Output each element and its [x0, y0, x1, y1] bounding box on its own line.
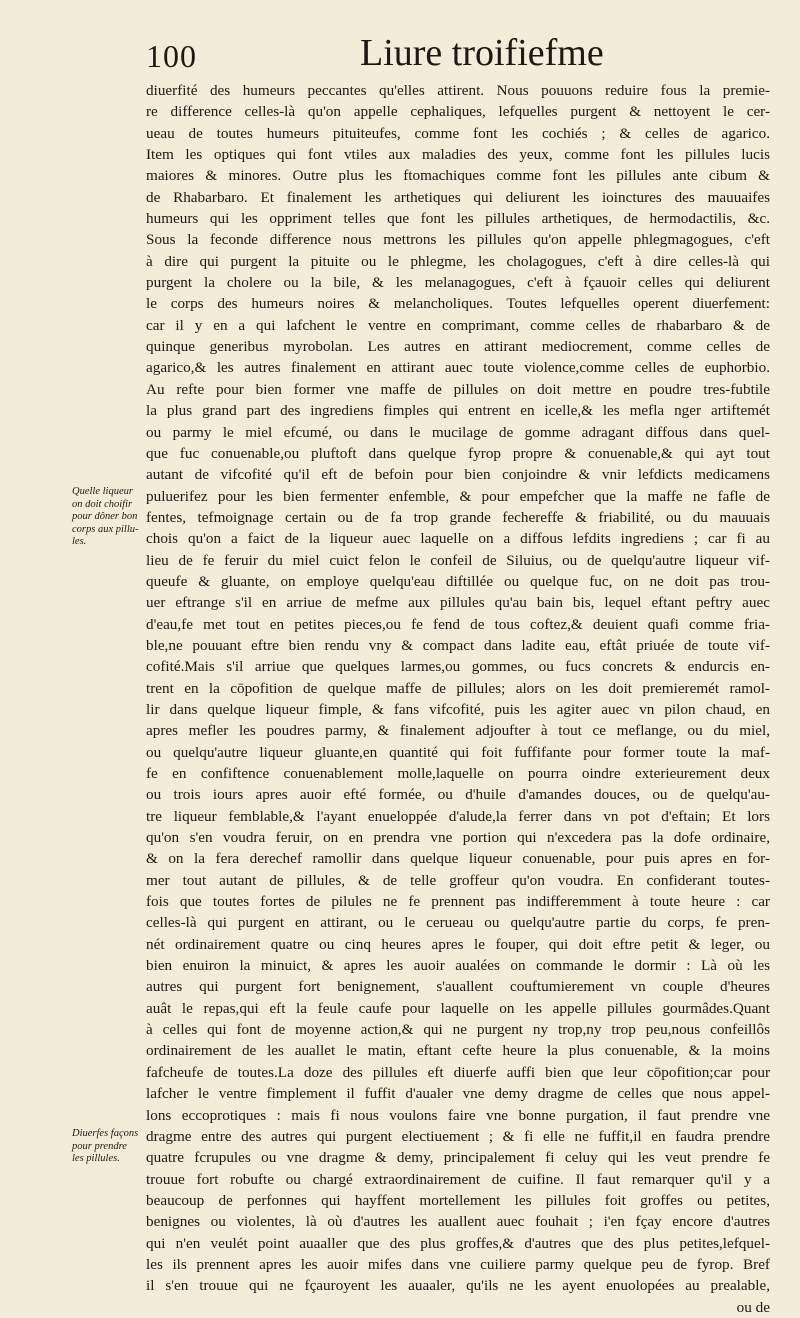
margin-note-line: pour dôner bon [72, 511, 138, 522]
margin-note-line: on doit choifir [72, 498, 133, 510]
text-line: benignes ou violentes, là où d'autres les auallent auec fouhait ; i'en fçay encore d'autres [146, 1213, 770, 1231]
text-line: re difference celles-là qu'on appelle cephaliques, lefquelles purgent & nettoyent le cer- [146, 103, 770, 121]
text-line: de Rhabarbaro. Et finalement les arthetiques qui deliurent les ioinctures des mauuaifes [146, 188, 770, 206]
text-line: ou parmy le miel efcumé, ou dans le mucilage de gomme adragant diffous dans quel- [146, 423, 770, 441]
text-line: fois que toutes fortes de pilules ne fe prennent pas indifferemment à toute heure : car [146, 893, 770, 911]
text-line: agarico,& les autres finalement en attirant auec toute violence,comme celles de euphorbio. [146, 359, 770, 377]
page-header [0, 30, 800, 78]
text-line: cofité.Mais s'il arriue que quelques larmes,ou gommes, ou fucs concrets & endurcis en- [146, 658, 770, 676]
text-line: fafcheufe de toutes.La doze des pillules eft diuerfe auffi bien que leur cōpofition;car pour [146, 1063, 770, 1081]
text-line: autant de vifcofité qu'il eft de befoin pour bien conjoindre & vnir lefdicts medicamens [146, 466, 770, 484]
text-line: à celles qui font de moyenne action,& qui ne purgent ny trop,ny trop peu,nous confeillôs [146, 1021, 770, 1039]
margin-note-line: Diuerfes façons [72, 1128, 139, 1139]
text-line: lons eccoprotiques : mais fi nous voulons faire vne bonne purgation, il faut prendre vne [146, 1106, 770, 1124]
text-line: ou de [736, 1298, 770, 1316]
text-line: humeurs qui les oppriment telles que font les pillules arthetiques, de hermodactilis, &c. [146, 210, 770, 228]
page-number: 100 [146, 38, 197, 74]
text-line: ueau de toutes humeurs pituiteufes, comme font les cochiés ; & celles de agarico. [146, 124, 770, 142]
margin-note-line: les. [72, 536, 87, 547]
text-line: ble,ne pouuant eftre bien rendu vny & compact dans ladite eau, eftât priuée de toute vif- [146, 636, 770, 654]
text-line: que fuc conuenable,ou pluftoft dans quelque fyrop propre & conuenable,& qui ayt tout [146, 444, 770, 462]
text-line: les ils prennent apres les auoir mifes dans vne cuiliere parmy quelque peu de fyrop. Bref [146, 1255, 770, 1273]
text-line: qu'on s'en voudra feruir, on en prendra vne portion qui n'excedera pas la dofe ordinaire, [146, 829, 770, 847]
text-line: quatre fcrupules ou vne dragme & demy, principalement fi celuy qui les veut prendre fe [146, 1149, 770, 1167]
text-line: Sous la feconde difference nous mettrons les pillules qu'on appelle phlegmagogues, c'eft [146, 231, 770, 249]
text-line: lafcher le ventre fimplement il fuffit d'aualer vne demy dragme de celles que nous appel- [146, 1085, 770, 1103]
text-line: lir dans quelque liqueur fimple, & fans vifcofité, puis les agiter auec vn pilon chaud, en [146, 700, 770, 718]
margin-note-line: les pillules. [72, 1153, 120, 1164]
text-line: à dire qui purgent la pituite ou le phlegme, les cholagogues, c'eft à dire celles-là qui [146, 252, 770, 270]
text-line: car il y en a qui lafchent le ventre en comprimant, comme celles de rhabarbaro & de [146, 316, 770, 334]
text-line: Item les optiques qui font vtiles aux maladies des yeux, comme font les pillules lucis [146, 146, 770, 164]
running-title: Liure troifiefme [360, 32, 604, 74]
text-line: tre liqueur femblable,& l'ayant enueloppée d'alude,la ferrer dans vn pot d'eftain; Et lors [146, 807, 770, 825]
margin-note-liqueur [72, 486, 144, 549]
text-line: queufe & gluante, on employe quelqu'eau diftillée ou quelque fuc, on ne doit pas trou- [146, 572, 770, 590]
text-line: d'eau,fe met tout en petites pieces,ou fe fend de tous coftez,& deuient quafi comme fria- [146, 615, 770, 633]
margin-note-line: pour prendre [72, 1140, 127, 1152]
text-line: auât le repas,qui eft la feule caufe pour laquelle on les appelle pillules gourmâdes.Quant [146, 999, 770, 1017]
text-line: chois qu'on a faict de la liqueur auec laquelle on a diffous lefdits ingrediens ; car fi au [146, 530, 770, 548]
text-line: le corps des humeurs noires & melancholiques. Toutes lefquelles operent diuerfement: [146, 295, 770, 313]
text-line: Au refte pour bien former vne maffe de pillules on doit mettre en poudre tres-fubtile [146, 380, 770, 398]
margin-note-facons [72, 1128, 144, 1166]
margin-note-line: corps aux pillu- [72, 523, 139, 535]
text-line: quinque generibus myrobolan. Les autres en attirant mediocrement, comme celles de [146, 338, 770, 356]
text-line: fe en confiftence conuenablement molle,laquelle on pourra oindre exterieurement deux [146, 765, 770, 782]
text-line: ordinairement de les auallet le matin, eftant cefte heure la plus conuenable, & la moins [146, 1042, 770, 1060]
text-line: puluerifez pour les bien fermenter enfemble, & pour empefcher que la maffe ne fafle de [146, 487, 770, 505]
text-line: purgent la cholere ou la bile, & les melanagogues, c'eft à fçauoir celles qui deliurent [146, 274, 770, 292]
text-line: autres qui purgent fort benignement, s'auallent couftumierement vn couple d'heures [146, 978, 770, 996]
body-text [146, 80, 770, 1318]
text-line: lieu de fe feruir du miel cuict felon le confeil de Siluius, ou de quelqu'autre liqueur vif- [146, 551, 770, 569]
text-line: trouue fort robufte ou chargé extraordinairement de cuifine. Il faut remarquer qu'il y a [146, 1170, 770, 1188]
text-line: bien enuiron la minuict, & apres les auoir aualées on commande le dormir : Là où les [146, 957, 770, 975]
text-line: ou quelqu'autre liqueur gluante,en quantité qui foit fuffifante pour former toute la maf- [146, 743, 770, 761]
text-line: qui n'en veulét point auaaller que des plus groffes,& d'autres que des plus petites,lefquel- [146, 1234, 770, 1252]
text-line: dragme entre des autres qui purgent electiuement ; & fi elle ne fuffit,il en faudra prendre [146, 1127, 770, 1145]
text-line: trent en la cōpofition de quelque maffe de pillules; alors on les doit premieremét ramol- [146, 679, 770, 697]
text-line: mer tout autant de pillules, & de telle groffeur qu'on voudra. En confiderant toutes- [146, 871, 770, 889]
text-line: celles-là qui purgent en attirant, ou le cerueau ou quelqu'autre partie du corps, fe pren- [146, 914, 770, 932]
text-line: nét ordinairement quatre ou cinq heures apres le fouper, qui doit eftre petit & leger, ou [146, 935, 770, 953]
text-line: uer eftrange s'il en arriue de mefme aux pillules qu'au bain bis, lequel eftant peftry auec [146, 594, 770, 612]
text-line: ou trois iours apres auoir efté formée, ou d'huile d'amandes douces, ou de quelqu'au- [146, 786, 770, 804]
text-line: apres mefler les poudres parmy, & finalement adjoufter à tout ce meflange, ou du miel, [146, 722, 770, 740]
text-line: fentes, tefmoignage certain ou de fa trop grande fechereffe & friabilité, ou du mauuais [146, 508, 770, 526]
text-line: maiores & minores. Outre plus les ftomachiques comme font les pillules ante cibum & [146, 167, 770, 185]
margin-note-line: Quelle liqueur [72, 486, 133, 497]
text-line: beaucoup de perfonnes qui hayffent mortellement les pillules foit groffes ou petites, [146, 1191, 770, 1209]
text-line: la plus grand part des ingrediens fimples qui entrent en icelle,& les mefla nger artiftemét [146, 402, 770, 420]
text-line: diuerfité des humeurs peccantes qu'elles attirent. Nous pouuons reduire fous la premie- [146, 82, 770, 99]
text-line: il s'en trouue qui ne fçauroyent les auaaler, qu'ils ne les ayent enuolopées au prealable, [146, 1277, 770, 1295]
text-line: & on la fera derechef ramollir dans quelque liqueur conuenable, pour puis apres en for- [146, 850, 770, 868]
